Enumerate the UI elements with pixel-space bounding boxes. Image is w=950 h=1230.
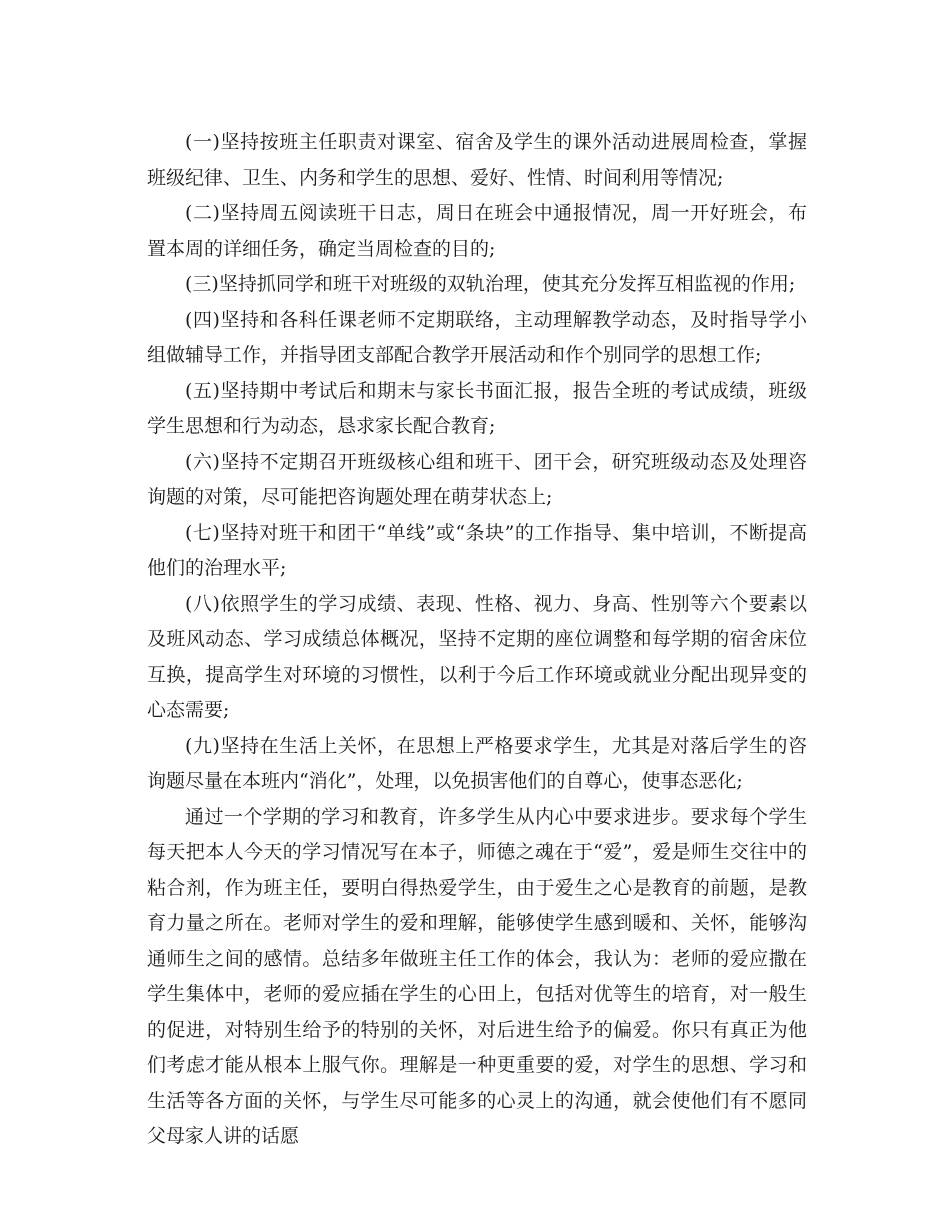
paragraph-item-8: (八)依照学生的学习成绩、表现、性格、视力、身高、性别等六个要素以及班风动态、学习成绩总体概况，坚持不定期的座位调整和每学期的宿舍床位互换，提高学生对环境的习惯性，以利于今后工作环境或就业分配出现异变的心态需要; [147,592,807,721]
paragraph-item-9: (九)坚持在生活上关怀，在思想上严格要求学生，尤其是对落后学生的咨询题尽量在本班内“消化”，处理，以免损害他们的自尊心，使事态恶化; [147,734,807,792]
paragraph-item-5: (五)坚持期中考试后和期末与家长书面汇报，报告全班的考试成绩，班级学生思想和行为动态，恳求家长配合教育; [147,379,807,437]
paragraph-item-4: (四)坚持和各科任课老师不定期联络，主动理解教学动态，及时指导学小组做辅导工作，并指导团支部配合教学开展活动和作个别同学的思想工作; [147,308,807,366]
paragraph-item-6: (六)坚持不定期召开班级核心组和班干、团干会，研究班级动态及处理咨询题的对策，尽可能把咨询题处理在萌芽状态上; [147,450,807,508]
paragraph-item-3: (三)坚持抓同学和班干对班级的双轨治理，使其充分发挥互相监视的作用; [185,273,796,295]
paragraph-summary: 通过一个学期的学习和教育，许多学生从内心中要求进步。要求每个学生每天把本人今天的学习情况写在本子，师德之魂在于“爱”，爱是师生交往中的粘合剂，作为班主任，要明白得热爱学生，由于爱生之心是教育的前题，是教育力量之所在。老师对学生的爱和理解，能够使学生感到暖和、关怀，能够沟通师生之间的感情。总结多年做班主任工作的体会，我认为：老师的爱应撒在学生集体中，老师的爱应插在学生的心田上，包括对优等生的培育，对一般生的促进，对特别生给予的特别的关怀，对后进生给予的偏爱。你只有真正为他们考虑才能从根本上服气你。理解是一种更重要的爱，对学生的思想、学习和生活等各方面的关怀，与学生尽可能多的心灵上的沟通，就会使他们有不愿同父母家人讲的话愿 [147,805,807,1147]
paragraph-item-2: (二)坚持周五阅读班干日志，周日在班会中通报情况，周一开好班会，布置本周的详细任务，确定当周检查的目的; [147,202,807,260]
paragraph-item-1: (一)坚持按班主任职责对课室、宿舍及学生的课外活动进展周检查，掌握班级纪律、卫生、内务和学生的思想、爱好、性情、时间利用等情况; [147,131,807,189]
paragraph-item-7: (七)坚持对班干和团干“单线”或“条块”的工作指导、集中培训，不断提高他们的治理水平; [147,521,807,579]
document-body [147,125,807,1155]
